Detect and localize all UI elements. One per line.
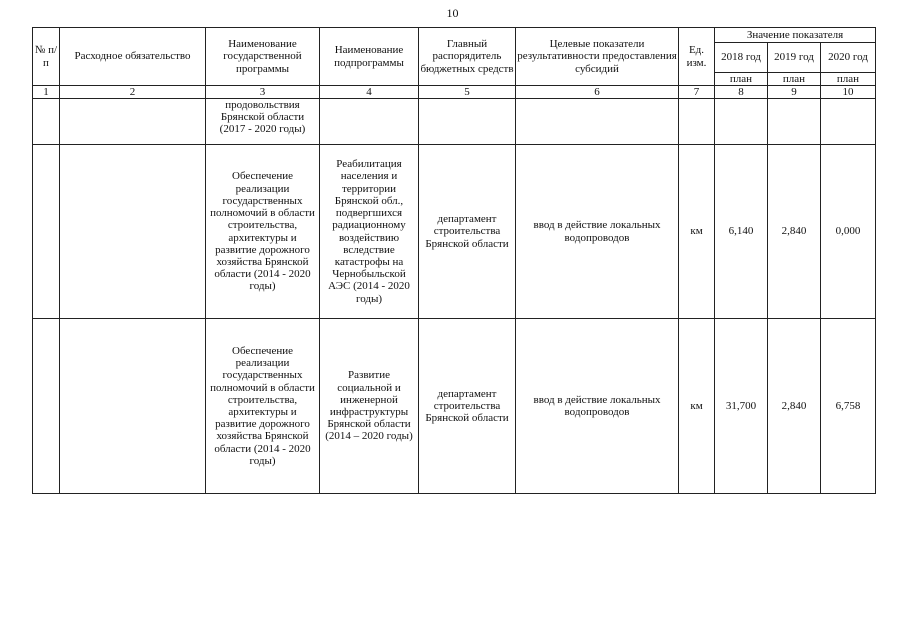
header-no: № п/п [33,28,60,86]
cell-value-2018: 6,140 [715,145,768,319]
column-number: 5 [419,86,516,99]
cell-value-2018: 31,700 [715,319,768,494]
subsidy-table [32,27,876,494]
cell-value-2020: 6,758 [821,319,876,494]
page-number: 10 [446,6,459,20]
cell-unit [679,99,715,145]
cell-no [33,145,60,319]
cell-no [33,99,60,145]
cell-value-2019 [768,99,821,145]
cell-obligation [60,145,206,319]
table-row [33,145,876,319]
cell-program: Обеспечение реализации государственных полномочий в области строительства, архитектуры и развитие дорожного хозяйства Брянской области (2014 - 2020 годы) [206,319,320,494]
cell-value-2020 [821,99,876,145]
column-number: 10 [821,86,876,99]
header-plan-2020: план [821,73,876,86]
cell-manager: департамент строительства Брянской области [419,145,516,319]
column-number: 2 [60,86,206,99]
cell-value-2018 [715,99,768,145]
header-value-group: Значение показателя [715,28,876,43]
cell-subprogram [320,99,419,145]
header-targets: Целевые показатели результативности предоставления субсидий [516,28,679,86]
header-program: Наименование государственной программы [206,28,320,86]
cell-unit: км [679,319,715,494]
cell-program: продовольствия Брянской области (2017 - 2020 годы) [206,99,320,145]
column-number: 8 [715,86,768,99]
table-row [33,319,876,494]
column-number: 4 [320,86,419,99]
table-row [33,99,876,145]
header-plan-2018: план [715,73,768,86]
cell-obligation [60,99,206,145]
cell-no [33,319,60,494]
column-number: 9 [768,86,821,99]
cell-target: ввод в действие локальных водопроводов [516,145,679,319]
cell-value-2020: 0,000 [821,145,876,319]
cell-target [516,99,679,145]
header-plan-2019: план [768,73,821,86]
column-number-row [33,86,876,99]
cell-value-2019: 2,840 [768,145,821,319]
header-year-2019: 2019 год [768,43,821,73]
cell-subprogram: Реабилитация населения и территории Брянской обл., подвергшихся радиационному воздействию вследствие катастрофы на Чернобыльской АЭС (2014 - 2020 годы) [320,145,419,319]
column-number: 7 [679,86,715,99]
header-manager: Главный распорядитель бюджетных средств [419,28,516,86]
header-year-2018: 2018 год [715,43,768,73]
header-unit: Ед. изм. [679,28,715,86]
cell-value-2019: 2,840 [768,319,821,494]
cell-obligation [60,319,206,494]
column-number: 1 [33,86,60,99]
column-number: 3 [206,86,320,99]
cell-program: Обеспечение реализации государственных полномочий в области строительства, архитектуры и развитие дорожного хозяйства Брянской области (2014 - 2020 годы) [206,145,320,319]
header-subprogram: Наименование подпрограммы [320,28,419,86]
cell-manager [419,99,516,145]
cell-unit: км [679,145,715,319]
header-year-2020: 2020 год [821,43,876,73]
column-number: 6 [516,86,679,99]
header-obligation: Расходное обязательство [60,28,206,86]
cell-subprogram: Развитие социальной и инженерной инфраструктуры Брянской области (2014 – 2020 годы) [320,319,419,494]
cell-target: ввод в действие локальных водопроводов [516,319,679,494]
cell-manager: департамент строительства Брянской области [419,319,516,494]
